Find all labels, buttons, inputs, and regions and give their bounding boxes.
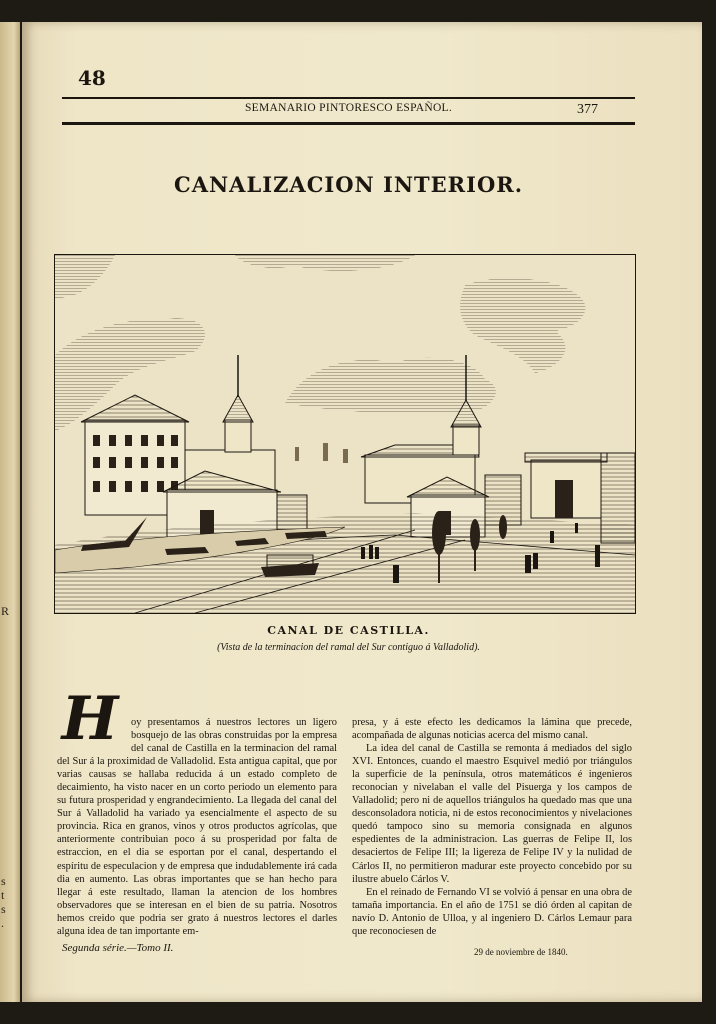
header-rule-top bbox=[62, 97, 635, 99]
facing-page-edge bbox=[0, 22, 20, 1002]
header-rule-bottom bbox=[62, 122, 635, 125]
issue-date: 29 de noviembre de 1840. bbox=[474, 947, 568, 957]
facing-page-fragment: . bbox=[1, 916, 4, 930]
paragraph: La idea del canal de Castilla se remonta á mediados del siglo XVI. Entonces, cuando el maestro Esquivel medió por triángulos la superficie de la península, otros matemáticos é ingenieros reconocian y nivelaban el valle del Pisuerga y los campos de Valladolid; pero ni de aquellos triángulos ha quedado mas que una desconsoladora noticia, ni de estos reconocimientos y nivelaciones quedó tampoco sino su memoria consignada en algunos espedientes de la administracion. Las guerras de Felipe II, los desaciertos de Felipe III; la ligereza de Felipe IV y la nulidad de Cárlos II, no permitieron madurar este proyecto concebido por su ilustre abuelo Cárlos V. bbox=[352, 743, 632, 885]
series-footer: Segunda série.—Tomo II. bbox=[62, 942, 174, 954]
handwritten-page-number: 48 bbox=[78, 66, 106, 90]
paragraph: En el reinado de Fernando VI se volvió á pensar en una obra de tamaña importancia. En el año de 1751 se dió órden al capitan de navío D. Antonio de Ulloa, y al ingeniero D. Cárlos Lemaur para que reconociesen de bbox=[352, 886, 632, 937]
running-head: SEMANARIO PINTORESCO ESPAÑOL. bbox=[244, 102, 453, 114]
facing-page-fragment: s bbox=[1, 902, 6, 916]
page-number: 377 bbox=[577, 102, 598, 117]
facing-page-fragment: t bbox=[1, 888, 5, 902]
ornamental-drop-cap: H bbox=[61, 684, 119, 754]
facing-page-fragment: s bbox=[1, 874, 6, 888]
text-column-right bbox=[352, 716, 632, 938]
illustration-caption-subtitle: (Vista de la terminacion del ramal del Sur contiguo á Valladolid). bbox=[217, 642, 480, 653]
illustration-caption-title: CANAL DE CASTILLA. bbox=[267, 624, 430, 637]
engraving-illustration bbox=[54, 254, 636, 614]
article-title: CANALIZACION INTERIOR. bbox=[173, 172, 524, 197]
text-column-left bbox=[57, 684, 337, 938]
document-page bbox=[22, 22, 702, 1002]
paragraph: oy presentamos á nuestros lectores un ligero bosquejo de las obras construidas por la empresa del canal de Castilla en la terminacion del ramal del Sur á la proximidad de Valladolid. Esta antigua capital, que por varias causas se hallaba reducida á un estado completo de decaimiento, ha visto nacer en un corto periodo un elemento para su futura prosperidad y engrandecimiento. La llegada del canal del Sur á Valladolid ha variado ya esencialmente el aspecto de su provincia. Rica en granos, vinos y otros productos agrícolas, que anteriormente contribuian poco á su prosperidad por falta de estraccion, en el dia se esportan por el canal, despertando el espíritu de especulacion y de empresa que indudablemente irá cada dia en aumento. Las obras importantes que se han hecho para llegar á este resultado, llaman la atencion de los hombres observadores que se interesan en el bien de su patria. Nosotros hemos creido que podria ser grato á nuestros lectores el darles alguna idea de tan importante em- bbox=[57, 717, 337, 937]
paragraph: presa, y á este efecto les dedicamos la lámina que precede, acompañada de algunas noticias acerca del mismo canal. bbox=[352, 717, 632, 742]
facing-page-fragment: R bbox=[1, 604, 10, 618]
